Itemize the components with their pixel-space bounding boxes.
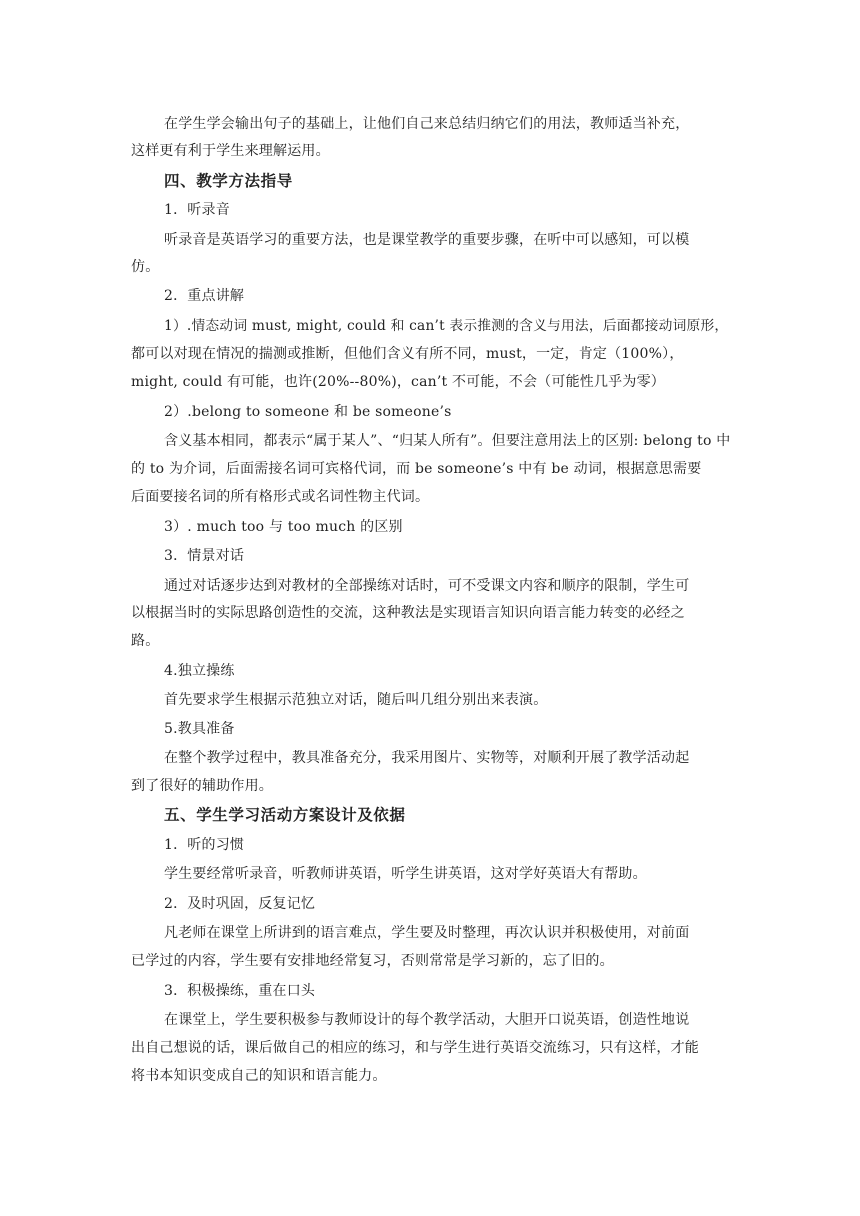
paragraph-line: 以根据当时的实际思路创造性的交流，这种教法是实现语言知识向语言能力转变的必经之 [131, 605, 685, 621]
subheading: 3．情景对话 [164, 548, 245, 564]
subheading: 5.教具准备 [164, 721, 235, 737]
section-heading-5: 五、学生学习活动方案设计及依据 [164, 806, 406, 824]
subheading: 1．听的习惯 [164, 837, 245, 853]
paragraph-line: 2）.belong to someone 和 be someone’s [164, 404, 452, 420]
paragraph-line: 已学过的内容，学生要有安排地经常复习，否则常常是学习新的，忘了旧的。 [131, 953, 614, 969]
paragraph-line: 在整个教学过程中，教具准备充分，我采用图片、实物等，对顺利开展了教学活动起 [164, 750, 690, 766]
paragraph-line: 凡老师在课堂上所讲到的语言难点，学生要及时整理，再次认识并积极使用，对前面 [164, 925, 690, 941]
paragraph-line: 路。 [131, 633, 160, 649]
paragraph-line: 的 to 为介词，后面需接名词可宾格代词，而 be someone’s 中有 be 动词，根据意思需要 [131, 461, 702, 477]
subheading: 2．重点讲解 [164, 288, 245, 304]
paragraph-line: 3）. much too 与 too much 的区别 [164, 519, 403, 535]
paragraph-line: 将书本知识变成自己的知识和语言能力。 [131, 1068, 387, 1084]
paragraph-line: 听录音是英语学习的重要方法，也是课堂教学的重要步骤，在听中可以感知，可以模 [164, 232, 690, 248]
subheading: 4.独立操练 [164, 663, 235, 679]
section-heading-4: 四、教学方法指导 [164, 172, 293, 190]
subheading: 1．听录音 [164, 202, 230, 218]
paragraph-line: 1）.情态动词 must, might, could 和 can’t 表示推测的含义与用法，后面都接动词原形， [164, 318, 729, 334]
paragraph-line: 出自己想说的话，课后做自己的相应的练习，和与学生进行英语交流练习，只有这样，才能 [131, 1040, 699, 1056]
paragraph-line: 到了很好的辅助作用。 [131, 778, 273, 794]
paragraph-line: 这样更有利于学生来理解运用。 [131, 143, 330, 159]
paragraph-line: 学生要经常听录音，听教师讲英语，听学生讲英语，这对学好英语大有帮助。 [164, 866, 647, 882]
paragraph-line: 在课堂上，学生要积极参与教师设计的每个教学活动，大胆开口说英语，创造性地说 [164, 1012, 690, 1028]
subheading: 2．及时巩固，反复记忆 [164, 896, 316, 912]
paragraph-line: 仿。 [131, 259, 160, 275]
paragraph-line: 在学生学会输出句子的基础上，让他们自己来总结归纳它们的用法，教师适当补充， [164, 116, 690, 132]
paragraph-line: 通过对话逐步达到对教材的全部操练对话时，可不受课文内容和顺序的限制，学生可 [164, 578, 690, 594]
paragraph-line: 含义基本相同，都表示“属于某人”、“归某人所有”。但要注意用法上的区别: belong to 中 [164, 433, 731, 449]
subheading: 3．积极操练，重在口头 [164, 983, 316, 999]
paragraph-line: 都可以对现在情况的揣测或推断，但他们含义有所不同，must，一定，肯定（100%）， [131, 346, 684, 362]
paragraph-line: 后面要接名词的所有格形式或名词性物主代词。 [131, 489, 430, 505]
paragraph-line: 首先要求学生根据示范独立对话，随后叫几组分别出来表演。 [164, 692, 548, 708]
paragraph-line: might, could 有可能，也许(20%--80%)，can’t 不可能，不会（可能性几乎为零） [131, 374, 665, 390]
